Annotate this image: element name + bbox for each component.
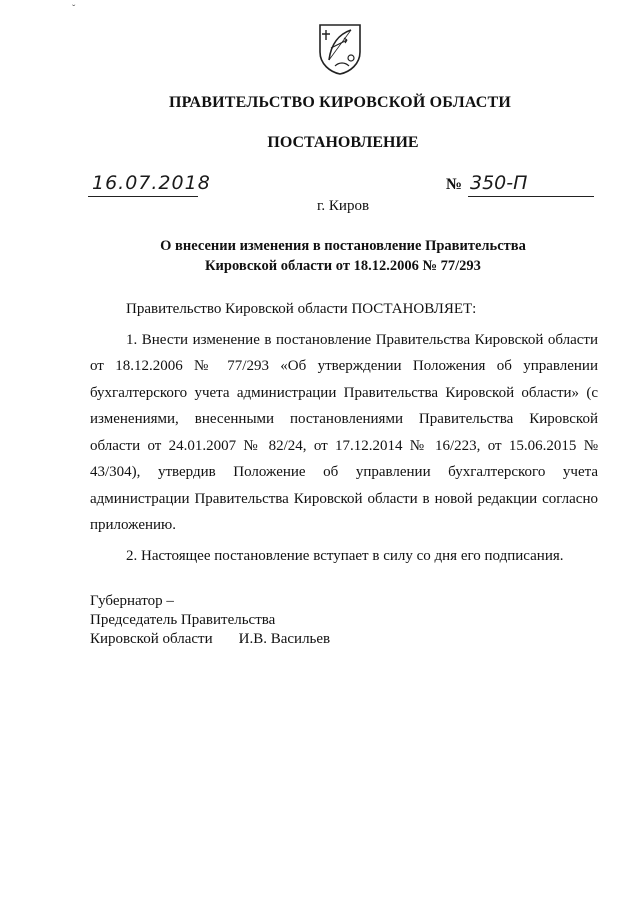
item-2: 2. Настоящее постановление вступает в силу со дня его подписания. — [126, 547, 564, 564]
subject-line-1: О внесении изменения в постановление Правительства — [160, 238, 526, 254]
scan-mark: ˇ — [72, 4, 76, 15]
number-sign: № — [446, 176, 463, 193]
document-body — [90, 296, 598, 569]
preamble: Правительство Кировской области ПОСТАНОВЛЯЕТ: — [126, 301, 477, 317]
signature-region: Кировской области — [90, 631, 213, 647]
document-type: ПОСТАНОВЛЕНИЕ — [267, 134, 419, 151]
signatory-name: И.В. Васильев — [238, 631, 331, 647]
coat-of-arms-icon — [317, 22, 363, 76]
signature-block — [90, 592, 330, 649]
signature-line-2: Председатель Правительства — [90, 612, 276, 628]
date-underline — [88, 196, 198, 197]
government-title: ПРАВИТЕЛЬСТВО КИРОВСКОЙ ОБЛАСТИ — [168, 94, 512, 111]
city: г. Киров — [316, 198, 370, 214]
signature-line-1: Губернатор – — [90, 593, 174, 609]
document-subject — [0, 236, 640, 276]
document-date: 16.07.2018 — [92, 172, 211, 194]
item-1: 1. Внести изменение в постановление Правительства Кировской области от 18.12.2006 № 77/293 «Об утверждении Положения об управлении бухгалтерского учета администрации Правительства Кировской области» (с изменениями, внесенными постановлениями Правительства Кировской области от 24.01.2007 № 82/24, от 17.12.2014 № 16/223, от 15.06.2015 № 43/304), утвердив Положение об управлении бухгалтерского учета администрации Правительства Кировской области в новой редакции согласно приложению. — [90, 331, 598, 533]
number-underline — [468, 196, 594, 197]
signature-line-3 — [90, 630, 330, 649]
subject-line-2: Кировской области от 18.12.2006 № 77/293 — [205, 258, 481, 274]
document-number: 350-П — [470, 172, 528, 194]
